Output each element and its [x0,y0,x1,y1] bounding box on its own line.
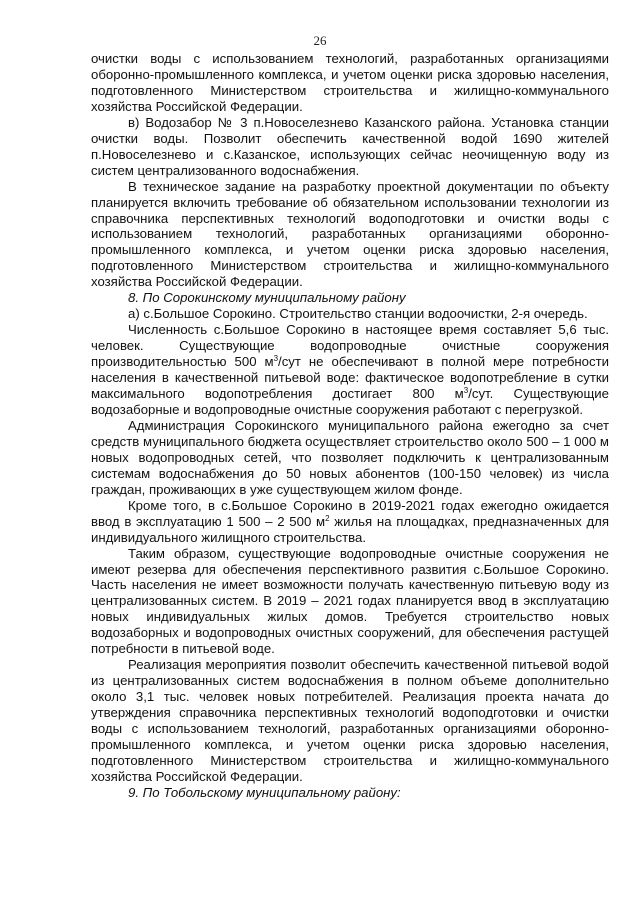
section-heading-sorokinsky: 8. По Сорокинскому муниципальному району [128,290,406,306]
paragraph-continuation: очистки воды с использованием технологий, разработанных организациями оборонно-промышленного комплекса, и учетом оценки риска здоровью населения, подготовленного Министерством строительства и жилищно-коммунального хозяйства Российской Федерации. [91,51,609,114]
paragraph-administration: Администрация Сорокинского муниципального района ежегодно за счет средств муниципального бюджета осуществляет строительство около 500 – 1 000 м новых водопроводных сетей, что позволяет подключить к централизованным системам водоснабжения до 50 новых абонентов (100-150 человек) из числа граждан, проживающих в уже существующем жилом фонде. [91,417,609,497]
paragraph-conclusion: Таким образом, существующие водопроводные очистные сооружения не имеют резерва для обеспечения перспективного развития с.Большое Сорокино. Часть населения не имеет возможности получать качественную питьевую воду из централизованных систем. В 2019 – 2021 годах планируется ввод в эксплуатацию новых индивидуальных жилых домов. Требуется строительство новых водозаборных и водопроводных очистных сооружений, для обеспечения растущей потребности в питьевой воде. [91,545,609,657]
paragraph-text: /сут. Существующие водозаборные и водопроводные очистные сооружения работают с перегрузкой. [91,386,610,417]
superscript: 3 [273,354,279,364]
paragraph-text: Кроме того, в с.Большое Сорокино в 2019-2021 годах ежегодно ожидается ввод в эксплуатацию 1 500 – 2 500 м [91,497,609,529]
superscript: 2 [325,513,330,523]
paragraph-technical-task: В техническое задание на разработку проектной документации по объекту планируется включить требование об обязательном использовании технологии из справочника перспективных технологий водоподготовки и очистки воды с использованием технологий, разработанных организациями оборонно-промышленного комплекса, и учетом оценки риска здоровью населения, подготовленного Министерством строительства и жилищно-коммунального хозяйства Российской Федерации. [91,178,609,290]
section-heading-tobolsky: 9. По Тобольскому муниципальному району: [128,784,401,800]
paragraph-implementation: Реализация мероприятия позволит обеспечить качественной питьевой водой из централизованных систем водоснабжения в полном объеме дополнительно около 3,1 тыс. человек новых потребителей. Реализация проекта начата до утверждения справочника перспективных технологий водоподготовки и очистки воды с использованием технологий, разработанных организациями оборонно-промышленного комплекса, и учетом оценки риска здоровью населения, подготовленного Министерством строительства и жилищно-коммунального хозяйства Российской Федерации. [91,657,609,784]
paragraph-text: Численность с.Большое Сорокино в настоящее время составляет 5,6 тыс. человек. Существующие водопроводные очистные сооружения производительностью 500 м [91,322,609,370]
paragraph-text: жилья на площадках, предназначенных для индивидуального жилищного строительства. [91,513,609,545]
superscript: 3 [463,386,469,396]
paragraph-item-v: в) Водозабор № 3 п.Новоселезнево Казанского района. Установка станции очистки воды. Позволит обеспечить качественной водой 1690 жителей п.Новоселезнево и с.Казанское, использующих сейчас неочищенную воду из систем централизованного водоснабжения. [91,114,609,178]
document-body [91,51,609,801]
paragraph-item-a: а) с.Большое Сорокино. Строительство станции водоочистки, 2-я очередь. [128,306,588,322]
paragraph-text: /сут не обеспечивают в полной мере потребности населения в качественной питьевой воде: фактическое водопотребление в сутки максимального водопотребления достигает 800 м [91,354,610,402]
paragraph-population [91,322,609,418]
page-number: 26 [313,33,327,48]
paragraph-housing [91,498,609,546]
